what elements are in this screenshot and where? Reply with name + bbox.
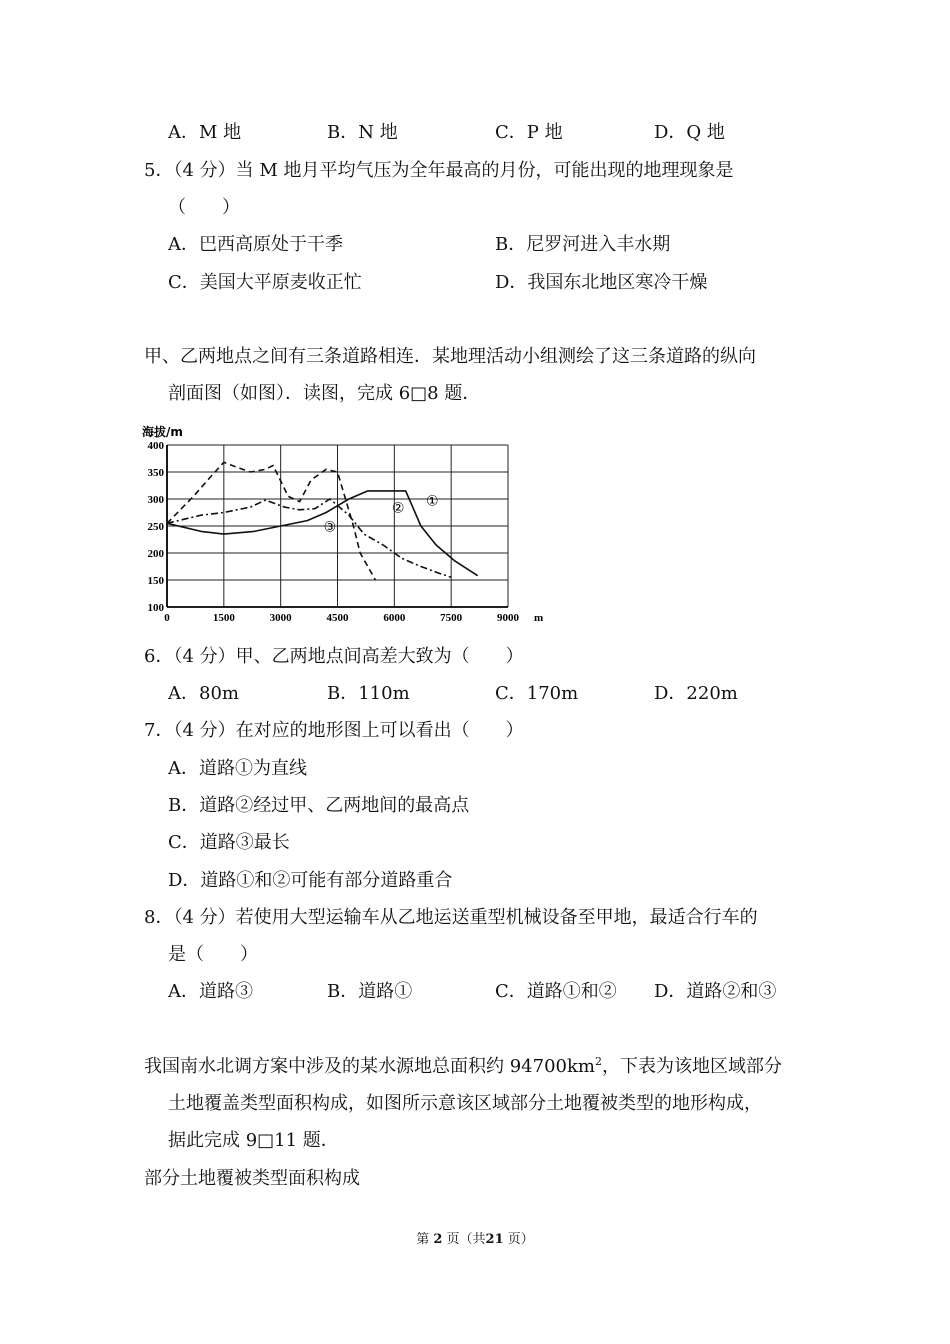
q7-option-a: A．道路①为直线 [168,758,307,779]
y-tick-label: 100 [147,602,164,614]
x-tick-label: 9000 [497,612,519,624]
passage1-line-1: 甲、乙两地点之间有三条道路相连．某地理活动小组测绘了这三条道路的纵向 [144,346,756,367]
q5-stem: 5．（4 分）当 M 地月平均气压为全年最高的月份，可能出现的地理现象是 [144,160,734,181]
q5-option-a: A．巴西高原处于干季 [168,234,343,255]
superscript-2: 2 [594,1055,602,1068]
passage2-line-3: 据此完成 9□11 题． [168,1130,339,1151]
passage2-line-1 [144,1055,782,1079]
q5-option-c: C．美国大平原麦收正忙 [168,272,362,293]
q4-option-c: C．P 地 [495,122,563,143]
q5-option-b: B．尼罗河进入丰水期 [495,234,671,255]
y-tick-label: 350 [147,467,164,479]
page-footer [0,1228,950,1247]
q5-stem-bracket: （ ） [168,197,240,218]
q8-option-d: D．道路②和③ [654,981,777,1002]
x-axis-unit: m [534,612,544,624]
y-tick-label: 150 [147,575,164,587]
q6-stem: 6．（4 分）甲、乙两地点间高差大致为（ ） [144,646,524,667]
q8-option-a: A．道路③ [168,981,253,1002]
table-caption: 部分土地覆被类型面积构成 [144,1168,360,1189]
road-number-label: ② [391,500,405,517]
passage2-line-1-tail: ，下表为该地区域部分 [601,1056,782,1077]
y-tick-label: 250 [147,521,164,533]
x-tick-label: 3000 [269,612,292,624]
footer-page-number: 2 [433,1232,443,1247]
footer-middle: 页（共 [446,1232,486,1247]
road-profile-line-3 [167,462,375,580]
q6-option-a: A．80m [168,683,239,704]
passage2-line-1-text: 我国南水北调方案中涉及的某水源地总面积约 94700km [144,1056,595,1077]
x-tick-label: 7500 [440,612,463,624]
footer-total-pages: 21 [485,1232,504,1247]
road-profile-line-2 [167,499,451,577]
q4-option-a: A．M 地 [168,122,242,143]
q8-stem-end: 是（ ） [168,944,258,965]
x-tick-label: 6000 [383,612,406,624]
q7-option-c: C．道路③最长 [168,832,290,853]
q4-option-d: D．Q 地 [654,122,725,143]
road-profile-chart [138,420,558,630]
footer-suffix: 页） [507,1232,534,1247]
q8-stem: 8．（4 分）若使用大型运输车从乙地运送重型机械设备至甲地，最适合行车的 [144,907,758,928]
footer-prefix: 第 [416,1232,430,1247]
q6-option-b: B．110m [327,683,410,704]
y-tick-label: 400 [147,440,164,452]
x-tick-label: 1500 [212,612,235,624]
q6-option-d: D．220m [654,683,738,704]
q6-option-c: C．170m [495,683,579,704]
y-tick-label: 200 [147,548,164,560]
q8-option-b: B．道路① [327,981,413,1002]
x-tick-label: 4500 [326,612,349,624]
y-tick-label: 300 [147,494,164,506]
q7-option-b: B．道路②经过甲、乙两地间的最高点 [168,795,470,816]
road-number-label: ① [425,493,439,510]
passage2-line-2: 土地覆盖类型面积构成，如图所示意该区域部分土地覆被类型的地形构成， [168,1093,762,1114]
q4-option-b: B．N 地 [327,122,398,143]
q5-option-d: D．我国东北地区寒冷干燥 [495,272,708,293]
q7-stem: 7．（4 分）在对应的地形图上可以看出（ ） [144,720,524,741]
q7-option-d: D．道路①和②可能有部分道路重合 [168,870,453,891]
x-tick-label: 0 [164,612,170,624]
y-axis-label: 海拔/m [142,425,183,439]
q8-option-c: C．道路①和② [495,981,617,1002]
road-number-label: ③ [323,519,337,536]
passage1-line-2: 剖面图（如图）．读图，完成 6□8 题． [168,383,481,404]
